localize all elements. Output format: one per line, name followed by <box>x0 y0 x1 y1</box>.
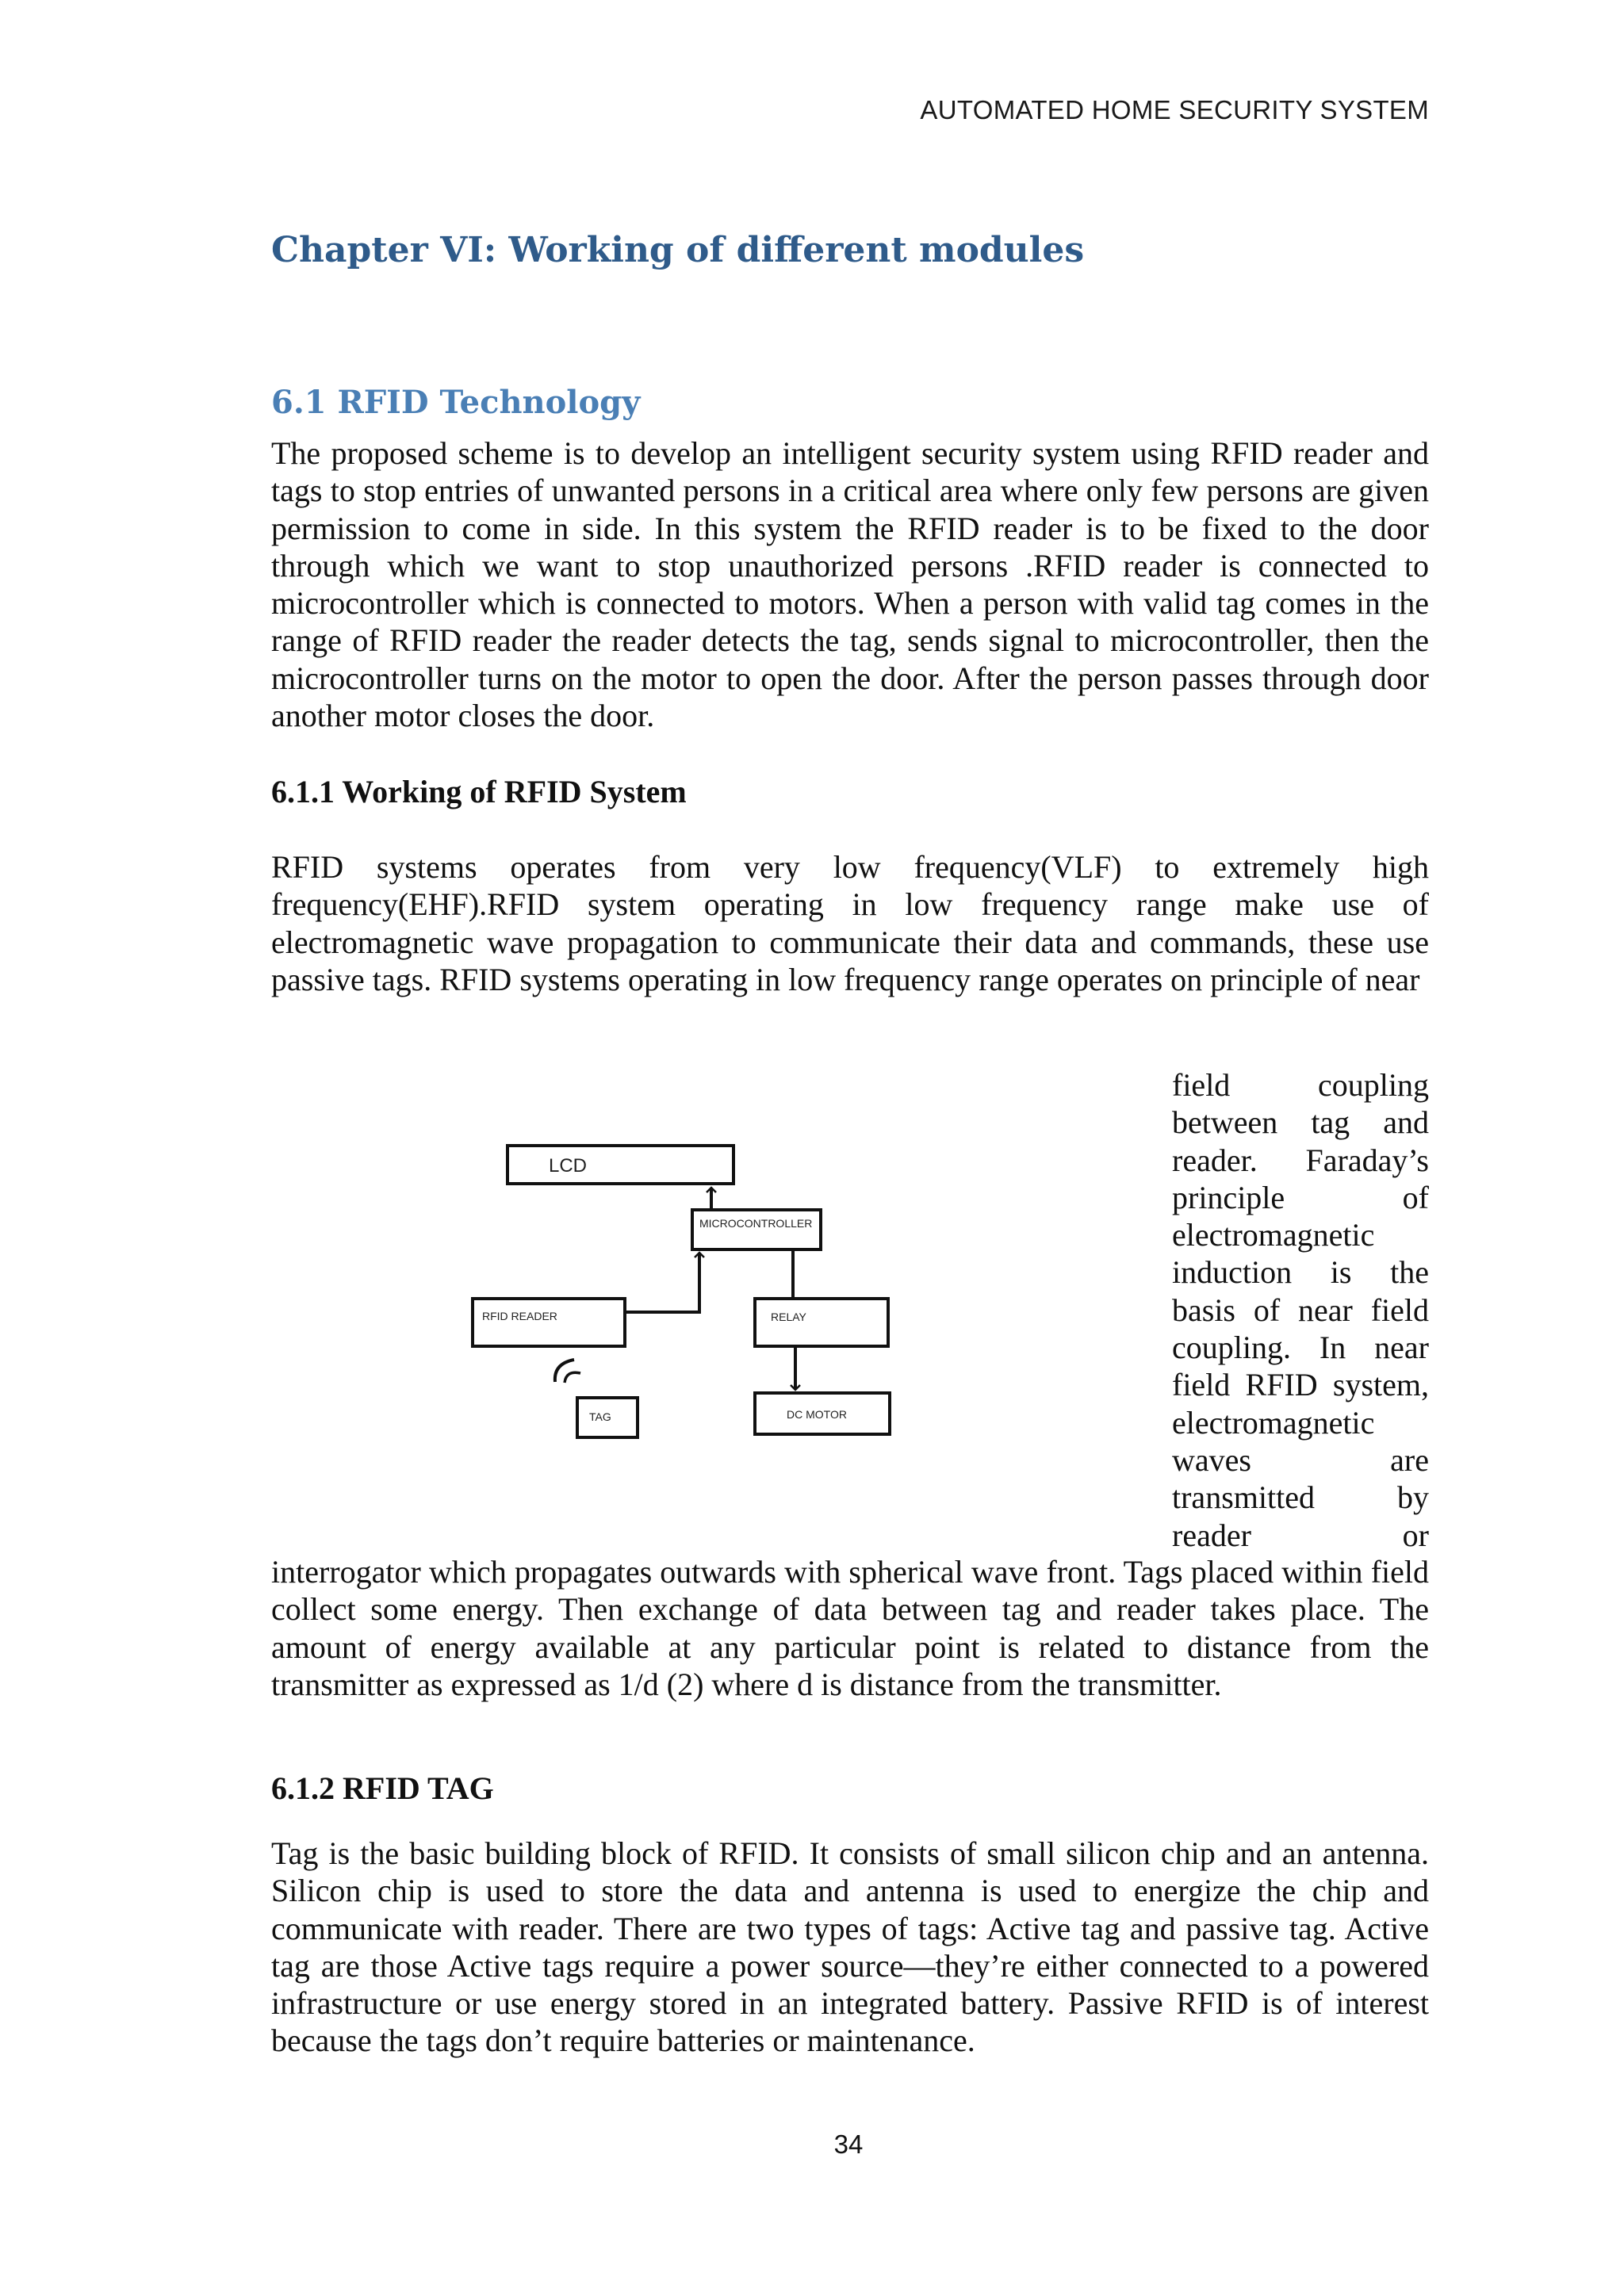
lcd-block <box>508 1146 733 1184</box>
subsection-title-6-1-2: 6.1.2 RFID TAG <box>271 1770 494 1806</box>
rfid-reader-block <box>473 1299 625 1346</box>
section-6-1-1-side-column: field coupling between tag and reader. Faraday’s principle of electromagnetic induction is the basis of near field coupling. In near field RFID system, electromagnetic waves are transmitted by reader or <box>1172 1067 1429 1553</box>
relay-label: RELAY <box>771 1311 806 1323</box>
reader-to-microcontroller-arrow <box>625 1253 699 1312</box>
section-6-1-1-paragraph-2: interrogator which propagates outwards with spherical wave front. Tags placed within field collect some energy. Then exchange of data between tag and reader takes place. The amount of energy available at any particular point is related to distance from the transmitter as expressed as 1/d (2) where d is distance from the transmitter. <box>271 1554 1429 1702</box>
microcontroller-label: MICROCONTROLLER <box>699 1217 813 1230</box>
running-header: AUTOMATED HOME SECURITY SYSTEM <box>920 95 1429 124</box>
section-6-1-paragraph: The proposed scheme is to develop an intelligent security system using RFID reader and tags to stop entries of unwanted persons in a critical area where only few persons are given permission to come in side. In this system the RFID reader is to be fixed to the door through which we want to stop unauthorized persons .RFID reader is connected to microcontroller which is connected to motors. When a person with valid tag comes in the range of RFID reader the reader detects the tag, sends signal to microcontroller, then the microcontroller turns on the motor to open the door. After the person passes through door another motor closes the door. <box>271 435 1429 734</box>
microcontroller-block <box>692 1210 821 1249</box>
rfid-block-diagram <box>460 1126 904 1459</box>
page-number: 34 <box>833 2130 864 2159</box>
section-6-1-1-paragraph-1: RFID systems operates from very low frequency(VLF) to extremely high frequency(EHF).RFID system operating in low frequency range make use of electromagnetic wave propagation to communicate their data and commands, these use passive tags. RFID systems operating in low frequency range operates on principle of near <box>271 849 1429 997</box>
dc-motor-label: DC MOTOR <box>787 1408 847 1421</box>
chapter-title: Chapter VI: Working of different modules <box>271 230 1085 270</box>
section-title-6-1: 6.1 RFID Technology <box>271 384 641 421</box>
tag-label: TAG <box>589 1410 611 1423</box>
signal-wave-inner-icon <box>565 1372 580 1383</box>
lcd-label: LCD <box>549 1155 588 1177</box>
subsection-title-6-1-1: 6.1.1 Working of RFID System <box>271 774 687 809</box>
rfid-reader-label: RFID READER <box>482 1310 557 1322</box>
section-6-1-2-paragraph: Tag is the basic building block of RFID. It consists of small silicon chip and an antenna. Silicon chip is used to store the data and antenna is used to energize the chip and communicate with reader. There are two types of tags: Active tag and passive tag. Active tag are those Active tags require a power source—they’re either connected to a powered infrastructure or use energy stored in an integrated battery. Passive RFID is of interest because the tags don’t require batteries or maintenance. <box>271 1835 1429 2059</box>
